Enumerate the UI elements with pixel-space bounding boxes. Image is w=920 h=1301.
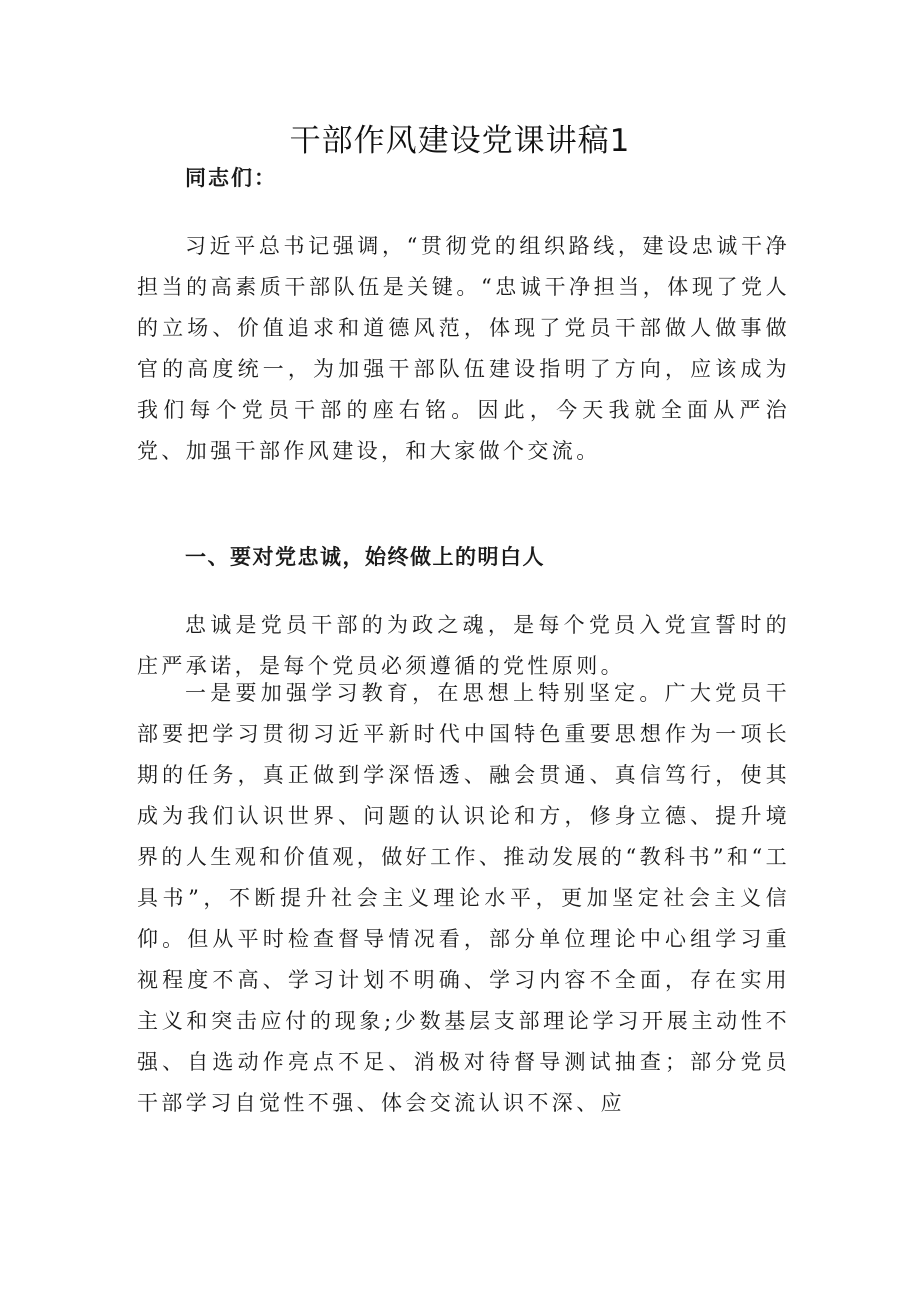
page-title: 干部作风建设党课讲稿1 [289,123,631,159]
paragraph-intro: 习近平总书记强调，“贯彻党的组织路线，建设忠诚干净担当的高素质干部队伍是关键。“忠诚干净担当，体现了党人的立场、价值追求和道德风范，体现了党员干部做人做事做官的高度统一，为加强干部队伍建设指明了方向，应该成为我们每个党员干部的座右铭。因此，今天我就全面从严治党、加强干部作风建设，和大家做个交流。 [137,234,790,463]
paragraph-loyalty: 忠诚是党员干部的为政之魂，是每个党员入党宣誓时的庄严承诺，是每个党员必须遵循的党性原则。 [137,613,790,678]
salutation: 同志们： [185,166,277,190]
paragraph-study: 一是要加强学习教育，在思想上特别坚定。广大党员干部要把学习贯彻习近平新时代中国特色重要思想作为一项长期的任务，真正做到学深悟透、融会贯通、真信笃行，使其成为我们认识世界、问题的认识论和方，修身立德、提升境界的人生观和价值观，做好工作、推动发展的“教科书”和“工具书”，不断提升社会主义理论水平，更加坚定社会主义信仰。但从平时检查督导情况看，部分单位理论中心组学习重视程度不高、学习计划不明确、学习内容不全面，存在实用主义和突击应付的现象;少数基层支部理论学习开展主动性不强、自选动作亮点不足、消极对待督导测试抽查；部分党员干部学习自觉性不强、体会交流认识不深、应 [137,681,790,1115]
section-heading-1: 一、要对党忠诚，始终做上的明白人 [185,545,545,569]
